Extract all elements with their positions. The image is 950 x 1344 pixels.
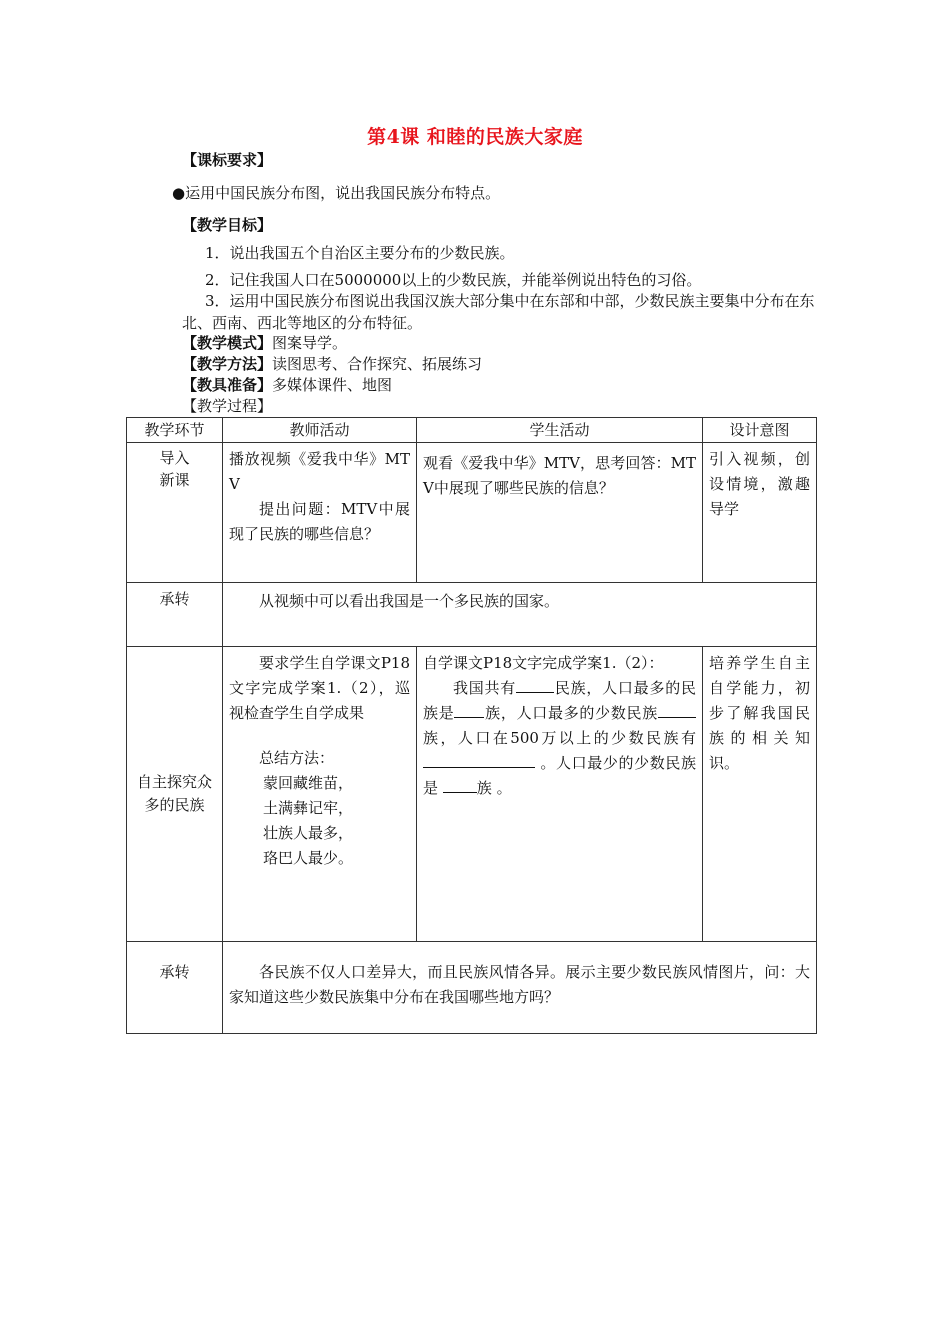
- stage-cell: 自主探究众多的民族: [127, 647, 223, 942]
- teacher-activity: 要求学生自学课文P18文字完成学案1.（2），巡视检查学生自学成果: [229, 654, 410, 722]
- intent-cell: 培养学生自主自学能力，初步了解我国民族的相关知识。: [703, 647, 817, 942]
- summary-line: 土满彝记牢，: [263, 799, 354, 817]
- intent-cell: 引入视频，创设情境，激趣导学: [703, 443, 817, 583]
- summary-line: 蒙回藏维苗，: [263, 774, 354, 792]
- exercise-text: 我国共有: [453, 679, 517, 697]
- objective-2: 2．记住我国人口在5000000以上的少数民族，并能举例说出特色的习俗。: [205, 271, 702, 289]
- teacher-cell: [223, 443, 417, 583]
- teaching-method: [182, 354, 482, 374]
- transition-cell: 各民族不仅人口差异大，而且民族风情各异。展示主要少数民族风情图片，问：大家知道这些少数民族集中分布在我国哪些地方吗？: [223, 942, 817, 1034]
- header-intent: 设计意图: [703, 418, 817, 443]
- fill-in-exercise: [423, 676, 696, 801]
- blank-field: [423, 751, 535, 768]
- standards-item: ●运用中国民族分布图，说出我国民族分布特点。: [172, 184, 501, 202]
- lesson-table: [126, 417, 817, 1034]
- table-row: [127, 647, 817, 942]
- objectives-heading: 【教学目标】: [182, 216, 273, 234]
- teacher-activity-b: 提出问题：MTV中展现了民族的哪些信息？: [229, 500, 410, 543]
- objective-3: 3．运用中国民族分布图说出我国汉族大部分集中在东部和中部，少数民族主要集中分布在东北、西南、西北等地区的分布特征。: [182, 292, 815, 332]
- header-stage: 教学环节: [127, 418, 223, 443]
- summary-line: 壮族人最多，: [263, 824, 354, 842]
- table-header-row: [127, 418, 817, 443]
- exercise-text: 。人口最少的少数民族是: [423, 754, 696, 797]
- table-row: [127, 443, 817, 583]
- teaching-method-value: 读图思考、合作探究、拓展练习: [272, 355, 483, 373]
- teaching-method-label: 【教学方法】: [182, 355, 273, 373]
- teaching-prep: [182, 375, 392, 395]
- summary-line: 珞巴人最少。: [263, 849, 354, 867]
- table-row: [127, 583, 817, 647]
- table-row: [127, 942, 817, 1034]
- exercise-text: 。: [496, 779, 512, 797]
- exercise-text: 族，人口在500万以上的少数民族有: [423, 729, 696, 747]
- stage-cell: 承转: [127, 583, 223, 647]
- student-cell: 观看《爱我中华》MTV，思考回答：MTV中展现了哪些民族的信息？: [417, 443, 703, 583]
- blank-field: [443, 776, 477, 793]
- teacher-cell: [223, 647, 417, 942]
- student-cell: [417, 647, 703, 942]
- stage-cell: 导入 新课: [127, 443, 223, 583]
- header-student: 学生活动: [417, 418, 703, 443]
- blank-field: [454, 701, 484, 718]
- stage-cell: 承转: [127, 942, 223, 1034]
- page-title: 第4课 和睦的民族大家庭: [367, 126, 583, 148]
- teaching-process-heading: 【教学过程】: [182, 397, 273, 415]
- teaching-prep-label: 【教具准备】: [182, 376, 273, 394]
- teaching-mode-value: 图案导学。: [272, 334, 348, 352]
- teaching-mode-label: 【教学模式】: [182, 334, 273, 352]
- teaching-prep-value: 多媒体课件、地图: [272, 376, 393, 394]
- objective-1: 1．说出我国五个自治区主要分布的少数民族。: [205, 244, 515, 262]
- summary-line: 总结方法：: [259, 749, 335, 767]
- teaching-mode: [182, 333, 347, 353]
- exercise-text: 族: [476, 779, 492, 797]
- exercise-text: 民族，人口最多的民族是: [423, 679, 696, 722]
- standards-heading: 【课标要求】: [182, 151, 273, 169]
- header-teacher: 教师活动: [223, 418, 417, 443]
- summary-method: [229, 746, 410, 871]
- student-activity-a: 自学课文P18文字完成学案1.（2）：: [423, 654, 664, 672]
- transition-cell: 从视频中可以看出我国是一个多民族的国家。: [223, 583, 817, 647]
- blank-field: [658, 701, 696, 718]
- exercise-text: 族，人口最多的少数民族: [484, 704, 658, 722]
- teacher-activity-a: 播放视频《爱我中华》MTV: [229, 450, 410, 493]
- blank-field: [516, 676, 554, 693]
